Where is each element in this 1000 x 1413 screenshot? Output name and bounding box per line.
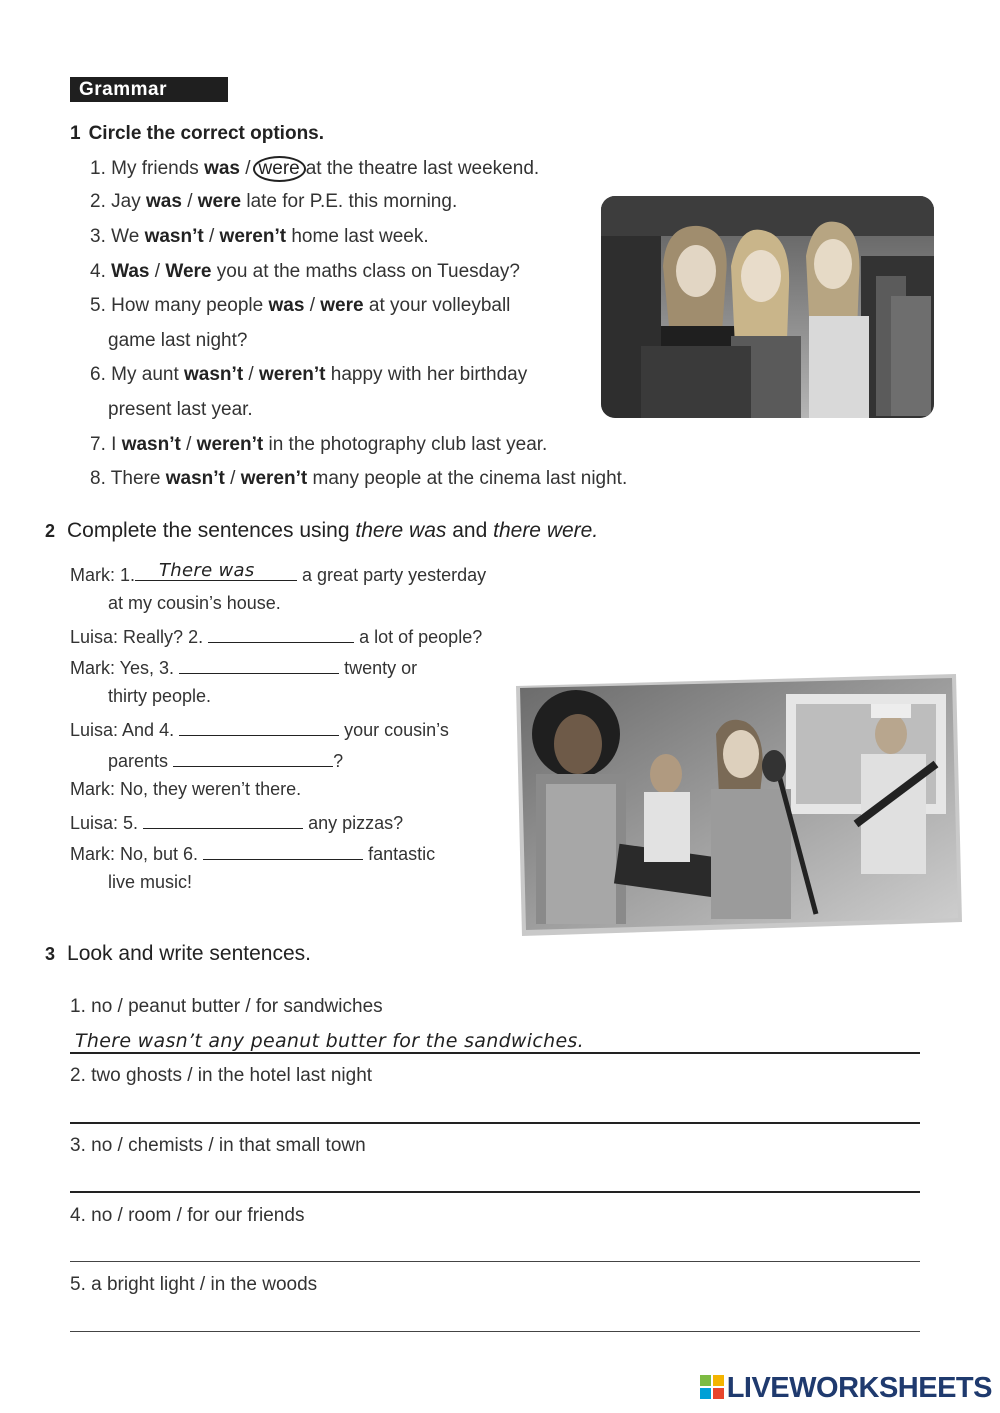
ex3-answer-line-3[interactable] (70, 1191, 920, 1193)
speaker-text: Luisa: 5. (70, 813, 139, 833)
item-text: home last week. (286, 226, 429, 247)
dialogue-line-7 (70, 841, 435, 865)
option-b[interactable]: weren’t (258, 364, 326, 385)
item-number: 1. (90, 158, 106, 179)
dialogue-text: fantastic (368, 844, 436, 864)
ex3-answer-line-4[interactable] (70, 1261, 920, 1262)
item-text: in the photography club last year. (263, 434, 548, 455)
item-number: 4. (90, 261, 106, 282)
separator: / (181, 191, 198, 212)
exercise-number: 1 (70, 123, 81, 144)
separator: / (224, 468, 241, 489)
speaker-text: Mark: Yes, 3. (70, 658, 175, 678)
item-text: many people at the cinema last night. (307, 468, 628, 489)
ex3-answer-line-5[interactable] (70, 1331, 920, 1332)
blank-3[interactable] (179, 655, 339, 674)
option-a[interactable]: wasn’t (144, 226, 204, 247)
item-text: How many people (111, 295, 269, 316)
option-b[interactable]: weren’t (196, 434, 264, 455)
item-number: 7. (90, 434, 106, 455)
option-b[interactable]: were (197, 191, 242, 212)
ex1-item-1 (90, 156, 539, 182)
dialogue-line-5: Mark: No, they weren’t there. (70, 779, 302, 799)
item-text: at the theatre last weekend. (305, 158, 540, 179)
exercise-title: Look and write sentences. (67, 942, 311, 965)
dialogue-text: any pizzas? (308, 813, 404, 833)
item-text: at your volleyball (363, 295, 511, 316)
option-a[interactable]: wasn’t (165, 468, 225, 489)
ex3-handwritten-answer-1[interactable]: There wasn’t any peanut butter for the sandwiches. (75, 1030, 584, 1052)
dialogue-line-4-continued (108, 748, 343, 772)
speaker-text: Luisa: Really? 2. (70, 627, 204, 647)
separator: / (304, 295, 321, 316)
option-b-circled[interactable]: were (253, 156, 306, 182)
option-b[interactable]: Were (165, 261, 212, 282)
dialogue-line-3-continued: thirty people. (108, 686, 212, 706)
dialogue-line-7-continued: live music! (108, 872, 193, 892)
blank-4[interactable] (179, 717, 339, 736)
speaker-text: Luisa: And 4. (70, 720, 175, 740)
ex1-item-7 (90, 434, 547, 456)
dialogue-line-1-continued: at my cousin’s house. (108, 593, 281, 613)
option-a[interactable]: wasn’t (184, 364, 244, 385)
dialogue-text: a great party yesterday (302, 565, 487, 585)
exercise-title-emphasis: there was (355, 519, 447, 542)
dialogue-text: a lot of people? (359, 627, 483, 647)
item-number: 5. (90, 295, 106, 316)
dialogue-line-6 (70, 810, 403, 834)
item-text: We (111, 226, 145, 247)
exercise-number: 2 (45, 521, 56, 541)
item-number: 8. (90, 468, 106, 489)
ex1-item-5 (90, 295, 510, 317)
liveworksheets-logo-icon (699, 1374, 725, 1400)
item-number: 6. (90, 364, 106, 385)
exercise-title: Complete the sentences using (67, 519, 356, 542)
separator: / (203, 226, 220, 247)
exercise-number: 3 (45, 944, 56, 964)
ex3-prompt-1: 1. no / peanut butter / for sandwiches (70, 996, 383, 1017)
option-b[interactable]: weren’t (240, 468, 308, 489)
handwritten-answer: There was (159, 560, 255, 581)
item-number: 3. (90, 226, 106, 247)
dialogue-line-3 (70, 655, 417, 679)
photo-girls-shopping (601, 196, 934, 418)
photo-band-playing (516, 674, 964, 936)
blank-2[interactable] (208, 624, 354, 643)
section-badge: Grammar (70, 77, 228, 102)
option-b[interactable]: were (320, 295, 364, 316)
exercise-title: Circle the correct options. (88, 123, 325, 144)
liveworksheets-logo[interactable] (699, 1372, 992, 1405)
ex3-prompt-5: 5. a bright light / in the woods (70, 1274, 318, 1295)
blank-6[interactable] (203, 841, 363, 860)
logo-text: LIVEWORKSHEETS (726, 1372, 992, 1404)
exercise-3-heading (45, 942, 311, 966)
separator: / (239, 158, 251, 179)
dialogue-text: your cousin’s (344, 720, 449, 740)
ex3-answer-line-2[interactable] (70, 1122, 920, 1124)
speaker-text: Mark: 1. (70, 565, 136, 585)
blank-1[interactable] (135, 562, 297, 581)
dialogue-text: ? (333, 751, 344, 771)
exercise-1-heading (70, 123, 324, 145)
ex1-item-8 (90, 468, 627, 490)
separator: / (149, 261, 166, 282)
separator: / (243, 364, 259, 385)
item-text: Jay (111, 191, 146, 212)
dialogue-line-4 (70, 717, 449, 741)
item-text: There (110, 468, 166, 489)
ex3-prompt-4: 4. no / room / for our friends (70, 1205, 305, 1226)
ex3-answer-line-1[interactable] (70, 1052, 920, 1054)
item-text: My aunt (111, 364, 185, 385)
exercise-title-emphasis: there were. (493, 519, 599, 542)
ex1-item-6 (90, 364, 527, 386)
item-text: late for P.E. this morning. (241, 191, 458, 212)
dialogue-line-2 (70, 624, 482, 648)
dialogue-line-1 (70, 562, 486, 586)
item-text: happy with her birthday (325, 364, 528, 385)
separator: / (180, 434, 197, 455)
option-a[interactable]: wasn’t (121, 434, 181, 455)
item-number: 2. (90, 191, 106, 212)
dialogue-text: twenty or (344, 658, 418, 678)
item-text: you at the maths class on Tuesday? (211, 261, 520, 282)
blank-4b[interactable] (173, 748, 333, 767)
ex3-prompt-3: 3. no / chemists / in that small town (70, 1135, 366, 1156)
option-b[interactable]: weren’t (219, 226, 287, 247)
option-a[interactable]: Was (111, 261, 150, 282)
blank-5[interactable] (143, 810, 303, 829)
speaker-text: Mark: No, but 6. (70, 844, 199, 864)
photo-band-playing-image (516, 674, 964, 936)
ex1-item-2 (90, 191, 457, 213)
ex1-item-6-continued: present last year. (108, 399, 253, 420)
dialogue-text: parents (108, 751, 169, 771)
item-text: I (111, 434, 122, 455)
ex3-prompt-2: 2. two ghosts / in the hotel last night (70, 1065, 373, 1086)
ex1-item-3 (90, 226, 429, 248)
option-a[interactable]: was (146, 191, 182, 212)
ex1-item-5-continued: game last night? (108, 330, 248, 351)
photo-girls-shopping-image (601, 196, 934, 418)
ex1-item-4 (90, 261, 520, 283)
option-a[interactable]: was (268, 295, 305, 316)
exercise-2-heading (45, 519, 598, 543)
option-a[interactable]: was (204, 158, 240, 179)
item-text: My friends (111, 158, 205, 179)
exercise-title: and (446, 519, 494, 542)
